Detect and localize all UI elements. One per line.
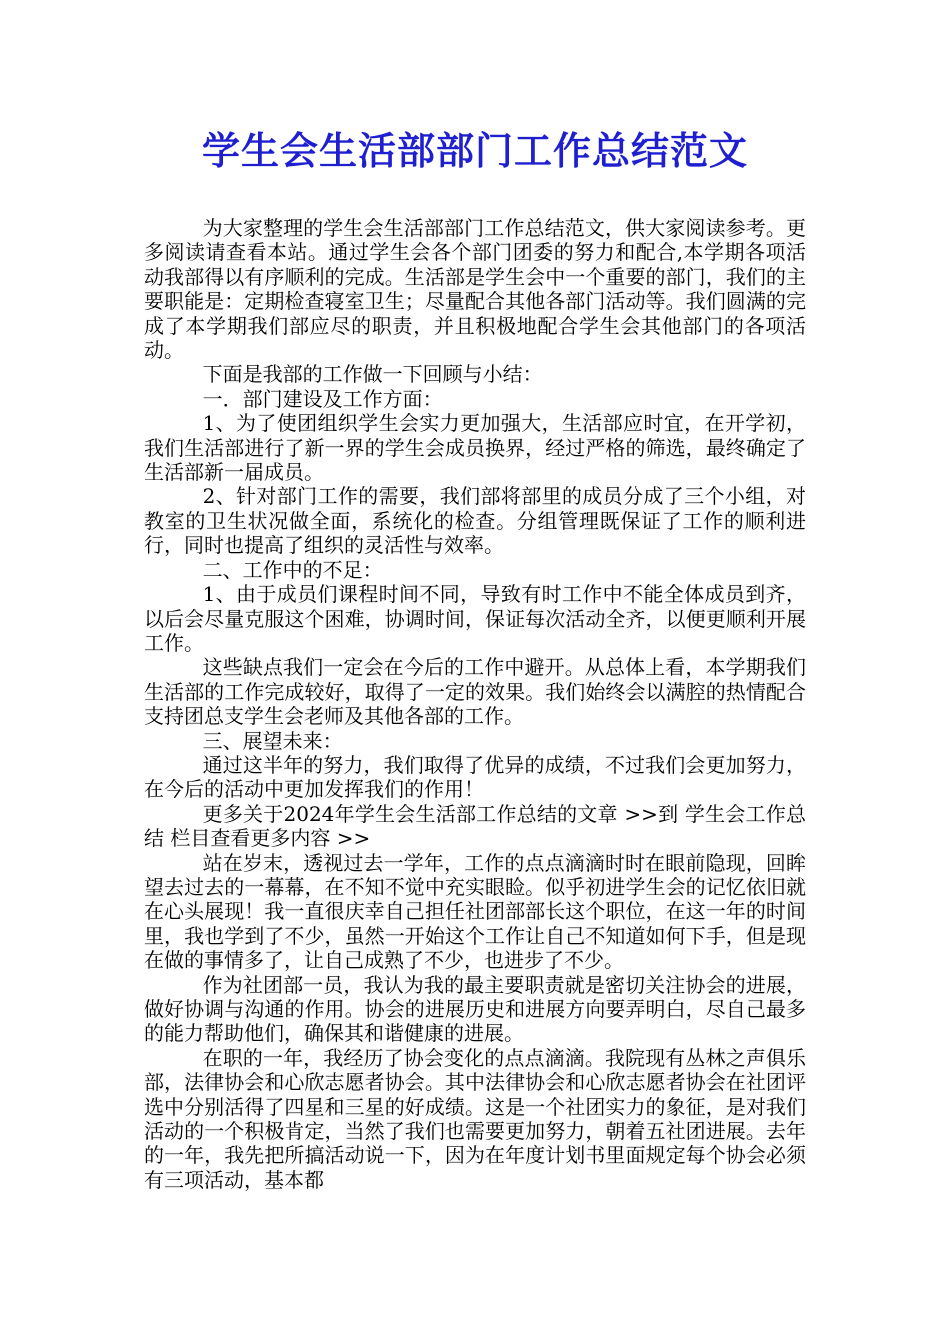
paragraph: 下面是我部的工作做一下回顾与小结： <box>202 362 543 387</box>
paragraph: 2、针对部门工作的需要，我们部将部里的成员分成了三个小组，对教室的卫生状况做全面，系统化的检查。分组管理既保证了工作的顺利进行，同时也提高了组织的灵活性与效率。 <box>144 484 806 558</box>
paragraph: 作为社团部一员，我认为我的最主要职责就是密切关注协会的进展，做好协调与沟通的作用。协会的进展历史和进展方向要弄明白，尽自己最多的能力帮助他们，确保其和谐健康的进展。 <box>144 972 806 1046</box>
section-heading: 三、展望未来： <box>202 728 343 753</box>
section-heading: 一．部门建设及工作方面： <box>202 386 443 411</box>
paragraph: 为大家整理的学生会生活部部门工作总结范文，供大家阅读参考。更多阅读请查看本站。通过学生会各个部门团委的努力和配合,本学期各项活动我部得以有序顺利的完成。生活部是学生会中一个重要的部门，我们的主要职能是：定期检查寝室卫生；尽量配合其他各部门活动等。我们圆满的完成了本学期我们部应尽的职责，并且积极地配合学生会其他部门的各项活动。 <box>144 216 806 363</box>
paragraph: 通过这半年的努力，我们取得了优异的成绩，不过我们会更加努力，在今后的活动中更加发挥我们的作用！ <box>144 752 806 802</box>
document-page <box>144 118 806 1192</box>
section-heading: 二、工作中的不足： <box>202 557 383 582</box>
paragraph: 这些缺点我们一定会在今后的工作中避开。从总体上看，本学期我们生活部的工作完成较好，取得了一定的效果。我们始终会以满腔的热情配合支持团总支学生会老师及其他各部的工作。 <box>144 655 806 729</box>
paragraph: 在职的一年，我经历了协会变化的点点滴滴。我院现有丛林之声俱乐部，法律协会和心欣志愿者协会。其中法律协会和心欣志愿者协会在社团评选中分别活得了四星和三星的好成绩。这是一个社团实力的象征，是对我们活动的一个积极肯定，当然了我们也需要更加努力，朝着五社团进展。去年的一年，我先把所搞活动说一下，因为在年度计划书里面规定每个协会必须有三项活动，基本都 <box>144 1045 806 1192</box>
paragraph: 1、为了使团组织学生会实力更加强大，生活部应时宜，在开学初，我们生活部进行了新一界的学生会成员换界，经过严格的筛选，最终确定了生活部新一届成员。 <box>144 411 806 485</box>
document-body <box>144 216 806 1192</box>
paragraph: 站在岁末，透视过去一学年，工作的点点滴滴时时在眼前隐现，回眸望去过去的一幕幕，在不知不觉中充实眼睑。似乎初进学生会的记忆依旧就在心头展现！我一直很庆幸自己担任社团部部长这个职位，在这一年的时间里，我也学到了不少，虽然一开始这个工作让自己不知道如何下手，但是现在做的事情多了，让自己成熟了不少，也进步了不少。 <box>144 850 806 973</box>
related-articles-line: 更多关于2024年学生会生活部工作总结的文章 >>到 学生会工作总结 栏目查看更多内容 >> <box>144 801 806 851</box>
document-title: 学生会生活部部门工作总结范文 <box>201 128 748 173</box>
paragraph: 1、由于成员们课程时间不同，导致有时工作中不能全体成员到齐，以后会尽量克服这个困难，协调时间，保证每次活动全齐，以便更顺利开展工作。 <box>144 582 806 655</box>
